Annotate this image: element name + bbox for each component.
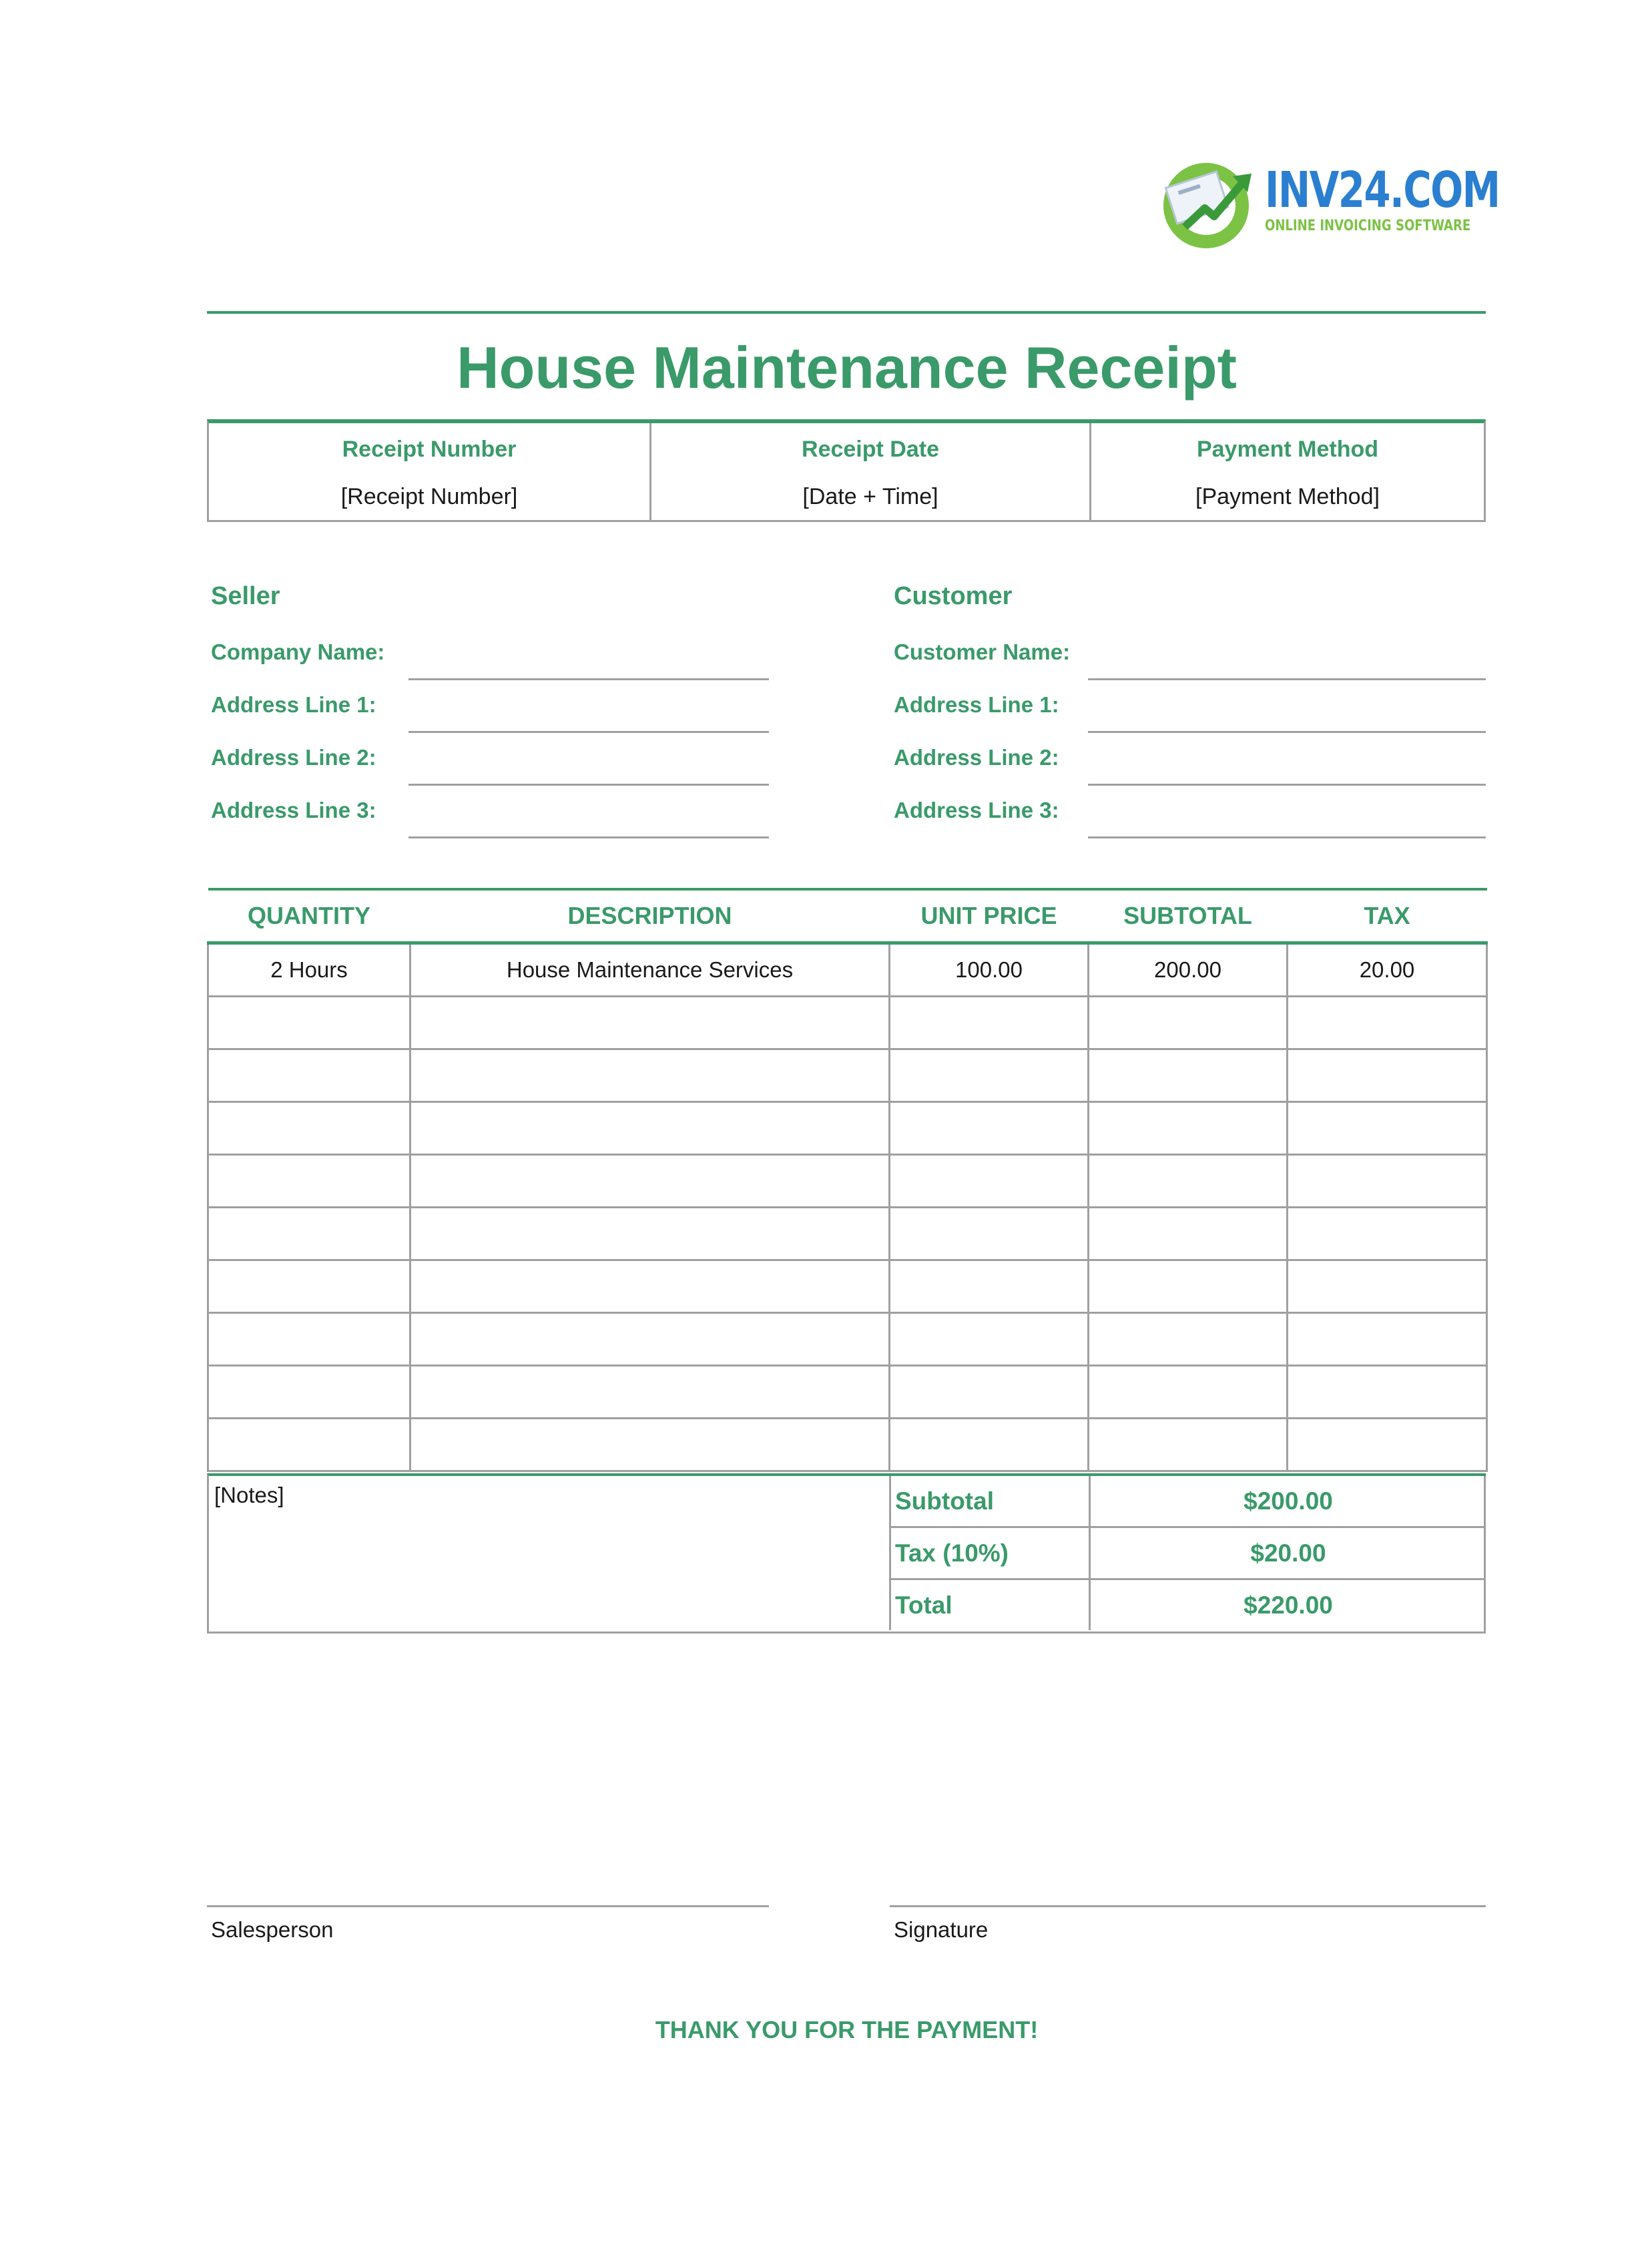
- customer-signature-line[interactable]: [890, 1905, 1486, 1907]
- signature-label: Signature: [894, 1917, 989, 1942]
- company-logo: [1158, 152, 1500, 259]
- logo-brand-text: INV24.COM: [1265, 162, 1500, 219]
- cell-unit-price[interactable]: [890, 1260, 1089, 1313]
- totals-row-tax: [890, 1527, 1486, 1579]
- cell-tax[interactable]: [1288, 1049, 1487, 1102]
- cell-subtotal[interactable]: [1089, 1419, 1288, 1471]
- customer-address-1-label: Address Line 1:: [894, 692, 1059, 717]
- tax-value: $20.00: [1090, 1527, 1486, 1579]
- cell-description[interactable]: House Maintenance Services: [410, 943, 890, 997]
- table-row: [208, 1366, 1487, 1419]
- table-row: [208, 943, 1487, 997]
- cell-description[interactable]: [410, 1366, 890, 1419]
- table-row: [208, 1419, 1487, 1471]
- salesperson-signature-line[interactable]: [207, 1905, 769, 1907]
- seller-address-3-label: Address Line 3:: [211, 798, 376, 822]
- logo-emblem-icon: [1158, 152, 1258, 252]
- receipt-number-value[interactable]: [Receipt Number]: [340, 484, 518, 509]
- notes-field[interactable]: [Notes]: [214, 1483, 284, 1507]
- logo-tagline: ONLINE INVOICING SOFTWARE: [1265, 218, 1471, 234]
- receipt-date-cell: [651, 423, 1091, 520]
- col-quantity-header: QUANTITY: [208, 889, 410, 943]
- col-tax-header: TAX: [1288, 889, 1487, 943]
- thank-you-message: THANK YOU FOR THE PAYMENT!: [655, 2016, 1039, 2043]
- cell-quantity[interactable]: [208, 1419, 410, 1471]
- cell-description[interactable]: [410, 1419, 890, 1471]
- cell-tax[interactable]: [1288, 1366, 1487, 1419]
- cell-subtotal[interactable]: [1089, 1049, 1288, 1102]
- cell-quantity[interactable]: [208, 1313, 410, 1366]
- customer-address-3-label: Address Line 3:: [894, 798, 1059, 822]
- cell-description[interactable]: [410, 997, 890, 1049]
- customer-address-3-line[interactable]: [1088, 836, 1486, 838]
- cell-description[interactable]: [410, 1102, 890, 1155]
- receipt-number-label: Receipt Number: [342, 437, 517, 462]
- seller-address-3-line[interactable]: [408, 836, 769, 838]
- table-row: [208, 1155, 1487, 1208]
- receipt-date-label: Receipt Date: [802, 437, 939, 462]
- cell-quantity[interactable]: [208, 1049, 410, 1102]
- cell-description[interactable]: [410, 1260, 890, 1313]
- salesperson-label: Salesperson: [211, 1917, 334, 1942]
- customer-name-line[interactable]: [1088, 678, 1486, 680]
- cell-description[interactable]: [410, 1313, 890, 1366]
- table-row: [208, 1313, 1487, 1366]
- table-row: [208, 1208, 1487, 1260]
- page-title: House Maintenance Receipt: [457, 334, 1237, 401]
- seller-company-name-line[interactable]: [408, 678, 769, 680]
- totals-row-subtotal: [890, 1475, 1486, 1527]
- customer-heading: Customer: [894, 582, 1013, 610]
- payment-method-value[interactable]: [Payment Method]: [1195, 484, 1380, 509]
- cell-unit-price[interactable]: [890, 1366, 1089, 1419]
- table-row: [208, 997, 1487, 1049]
- cell-description[interactable]: [410, 1155, 890, 1208]
- receipt-info-box: [207, 419, 1486, 522]
- cell-unit-price[interactable]: 100.00: [890, 943, 1089, 997]
- seller-address-2-line[interactable]: [408, 784, 769, 786]
- cell-subtotal[interactable]: [1089, 1366, 1288, 1419]
- cell-unit-price[interactable]: [890, 997, 1089, 1049]
- cell-subtotal[interactable]: [1089, 1208, 1288, 1260]
- cell-subtotal[interactable]: [1089, 997, 1288, 1049]
- cell-description[interactable]: [410, 1049, 890, 1102]
- cell-quantity[interactable]: [208, 1366, 410, 1419]
- cell-tax[interactable]: [1288, 1208, 1487, 1260]
- cell-tax[interactable]: [1288, 1313, 1487, 1366]
- cell-description[interactable]: [410, 1208, 890, 1260]
- cell-tax[interactable]: [1288, 1260, 1487, 1313]
- col-subtotal-header: SUBTOTAL: [1089, 889, 1288, 943]
- cell-tax[interactable]: [1288, 1102, 1487, 1155]
- seller-address-1-label: Address Line 1:: [211, 692, 376, 717]
- cell-tax[interactable]: [1288, 1155, 1487, 1208]
- receipt-date-value[interactable]: [Date + Time]: [802, 484, 938, 509]
- customer-address-2-label: Address Line 2:: [894, 745, 1059, 770]
- cell-unit-price[interactable]: [890, 1155, 1089, 1208]
- cell-quantity[interactable]: [208, 997, 410, 1049]
- cell-unit-price[interactable]: [890, 1049, 1089, 1102]
- cell-quantity[interactable]: [208, 1260, 410, 1313]
- seller-address-2-label: Address Line 2:: [211, 745, 376, 770]
- items-table: [207, 888, 1488, 1472]
- seller-company-name-label: Company Name:: [211, 640, 385, 664]
- cell-subtotal[interactable]: [1089, 1313, 1288, 1366]
- cell-subtotal[interactable]: 200.00: [1089, 943, 1288, 997]
- col-description-header: DESCRIPTION: [410, 889, 890, 943]
- table-row: [208, 1049, 1487, 1102]
- payment-method-cell: [1091, 423, 1484, 520]
- receipt-number-cell: [209, 423, 651, 520]
- cell-unit-price[interactable]: [890, 1208, 1089, 1260]
- cell-unit-price[interactable]: [890, 1313, 1089, 1366]
- cell-unit-price[interactable]: [890, 1102, 1089, 1155]
- totals-table: [889, 1473, 1486, 1630]
- totals-row-total: [890, 1579, 1486, 1631]
- subtotal-value: $200.00: [1090, 1475, 1486, 1527]
- cell-quantity[interactable]: [208, 1208, 410, 1260]
- customer-name-label: Customer Name:: [894, 640, 1071, 664]
- seller-heading: Seller: [211, 582, 280, 610]
- cell-subtotal[interactable]: [1089, 1260, 1288, 1313]
- tax-label: Tax (10%): [890, 1527, 1090, 1579]
- seller-address-1-line[interactable]: [408, 731, 769, 733]
- table-row: [208, 1102, 1487, 1155]
- total-label: Total: [890, 1579, 1090, 1631]
- cell-subtotal[interactable]: [1089, 1102, 1288, 1155]
- cell-tax[interactable]: [1288, 1419, 1487, 1471]
- customer-address-2-line[interactable]: [1088, 784, 1486, 786]
- customer-address-1-line[interactable]: [1088, 731, 1486, 733]
- table-row: [208, 1260, 1487, 1313]
- cell-subtotal[interactable]: [1089, 1155, 1288, 1208]
- total-value: $220.00: [1090, 1579, 1486, 1631]
- cell-quantity[interactable]: 2 Hours: [208, 943, 410, 997]
- items-header-row: [208, 889, 1487, 943]
- notes-totals-section: [207, 1473, 1486, 1634]
- cell-unit-price[interactable]: [890, 1419, 1089, 1471]
- cell-tax[interactable]: [1288, 997, 1487, 1049]
- col-unit-price-header: UNIT PRICE: [890, 889, 1089, 943]
- cell-quantity[interactable]: [208, 1155, 410, 1208]
- subtotal-label: Subtotal: [890, 1475, 1090, 1527]
- cell-tax[interactable]: 20.00: [1288, 943, 1487, 997]
- cell-quantity[interactable]: [208, 1102, 410, 1155]
- top-divider: [207, 311, 1486, 314]
- payment-method-label: Payment Method: [1196, 437, 1379, 462]
